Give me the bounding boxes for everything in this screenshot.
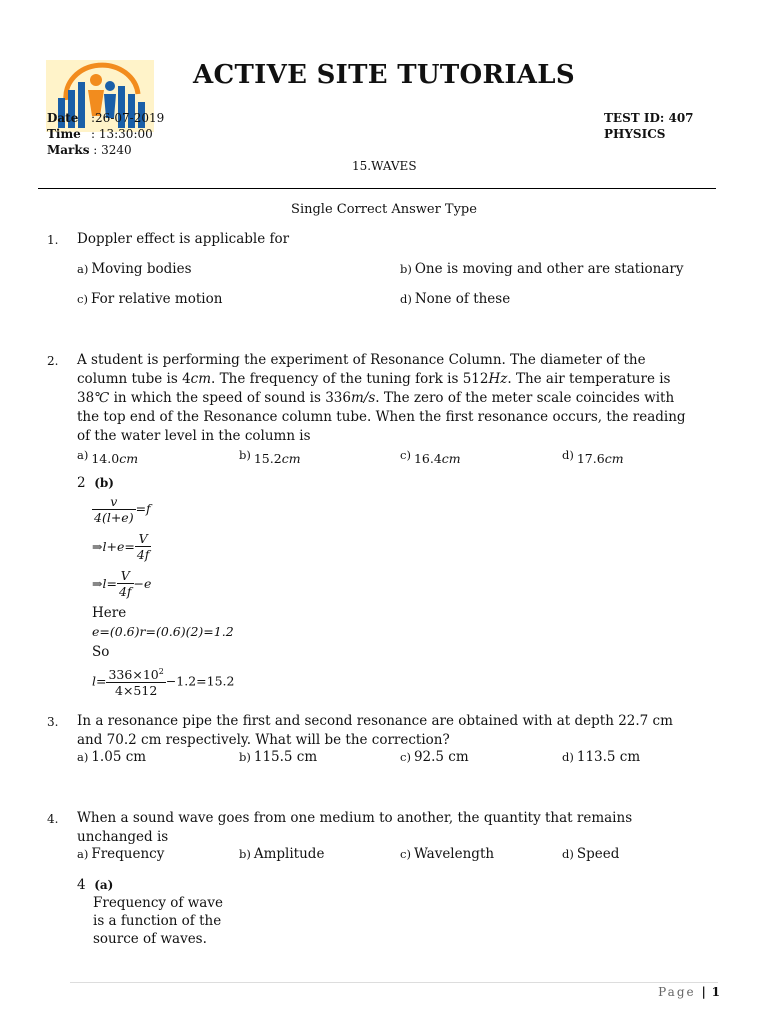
q3-option-d: d) 113.5 cm	[562, 749, 641, 765]
marks-line: Marks : 3240	[47, 143, 132, 157]
date-value: :26-07-2019	[91, 111, 165, 125]
page-separator: |	[701, 985, 706, 999]
q2-here: Here	[92, 605, 127, 621]
meta-block	[47, 110, 164, 158]
q2-text: A student is performing the experiment of Resonance Column. The diameter of the column tube is 4cm. The frequency of the tuning fork is 512Hz. The air temperature is 38℃ in which the speed of sound is 336m/s. The zero of the meter scale coincides with the top end of the Resonance column tube. When the first resonance occurs, the reading of the water level in the column is	[77, 352, 686, 444]
marks-value: : 3240	[93, 143, 132, 157]
q1-option-a: a) Moving bodies	[77, 261, 192, 277]
q4-solution-text: Frequency of wave is a function of the source of waves.	[93, 895, 223, 947]
q4-solution-header: 4 (a)	[77, 877, 114, 893]
q2-option-d: d) 17.6cm	[562, 448, 624, 466]
page-number: 1	[711, 985, 720, 999]
q1-text: Doppler effect is applicable for	[77, 231, 290, 247]
test-info	[604, 110, 694, 142]
header-divider	[38, 188, 716, 189]
q2-so: So	[92, 644, 110, 660]
date-line: Date :26-07-2019	[47, 111, 165, 125]
q2-number: 2.	[47, 354, 59, 368]
q2-formula-4: l= $\frac{336\times 10^2}{4\times 512}$ −1.2=15.2	[92, 664, 242, 698]
test-id: TEST ID: 407	[604, 111, 694, 125]
q1-option-d: d) None of these	[400, 291, 511, 307]
q4-option-c: c) Wavelength	[400, 846, 495, 862]
time-line: Time : 13:30:00	[47, 127, 153, 141]
chapter-title: 15.WAVES	[352, 159, 417, 173]
q1-option-c: c) For relative motion	[77, 291, 223, 307]
q1-option-b: b) One is moving and other are stationary	[400, 261, 684, 277]
q3-option-c: c) 92.5 cm	[400, 749, 469, 765]
q1-number: 1.	[47, 233, 59, 247]
section-title: Single Correct Answer Type	[291, 202, 477, 217]
q4-number: 4.	[47, 812, 59, 826]
q2-formula-2: ⇒l+e= $\frac{V}{4f}$	[92, 531, 150, 562]
page-word: Page	[658, 985, 696, 999]
q3-option-a: a) 1.05 cm	[77, 749, 147, 765]
time-value: : 13:30:00	[91, 127, 153, 141]
q2-e-value: e=(0.6)r=(0.6)(2)=1.2	[92, 624, 234, 639]
q2-solution-header: 2 (b)	[77, 475, 114, 491]
q2-option-a: a) 14.0cm	[77, 448, 139, 466]
q2-option-c: c) 16.4cm	[400, 448, 461, 466]
q2-option-b: b) 15.2cm	[239, 448, 301, 466]
q2-formula-1: $\frac{v}{4(l+e)}$ =f	[94, 494, 151, 525]
q4-text: When a sound wave goes from one medium to another, the quantity that remains unchanged is	[77, 810, 633, 845]
q3-number: 3.	[47, 715, 59, 729]
q4-option-a: a) Frequency	[77, 846, 165, 862]
q3-text: In a resonance pipe the first and second resonance are obtained with at depth 22.7 cm and 70.2 cm respectively. What will be the correction?	[77, 713, 673, 748]
q4-option-d: d) Speed	[562, 846, 620, 862]
q2-formula-3: ⇒l= $\frac{V}{4f}$ −e	[92, 568, 152, 599]
page-footer	[658, 985, 720, 999]
subject: PHYSICS	[604, 127, 666, 141]
footer-divider	[70, 982, 718, 983]
q3-option-b: b) 115.5 cm	[239, 749, 318, 765]
q4-option-b: b) Amplitude	[239, 846, 325, 862]
page-title: ACTIVE SITE TUTORIALS	[193, 60, 575, 90]
